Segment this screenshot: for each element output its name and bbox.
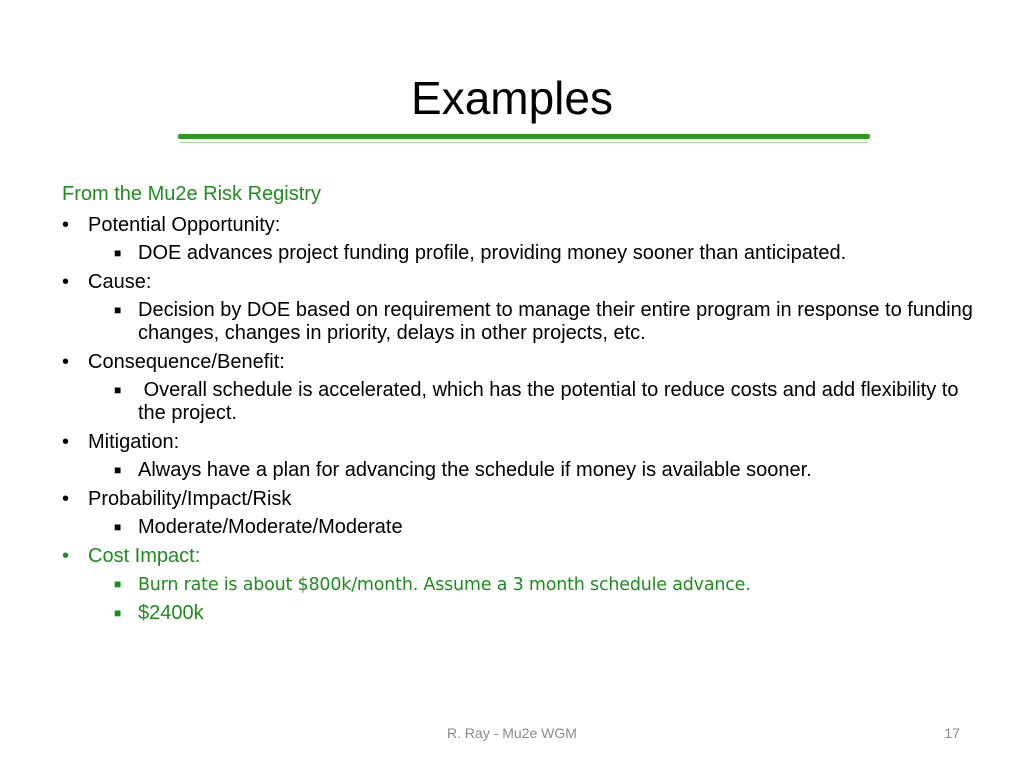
bullet-item [62,487,982,511]
square-bullet-icon: ■ [114,383,122,397]
sub-bullet-text: Overall schedule is accelerated, which has the potential to reduce costs and add flexibility to the project. [138,379,965,424]
slide-title: Examples [411,72,613,124]
intro-text: From the Mu2e Risk Registry [62,183,321,205]
square-bullet-icon: ■ [114,606,122,620]
square-bullet-icon: ■ [114,520,122,534]
bullet-label: Cause: [88,271,152,293]
bullet-dot-icon: • [62,271,70,293]
bullet-label: Mitigation: [88,431,180,453]
bullet-label: Cost Impact: [88,545,201,567]
sub-bullet-item [114,459,982,482]
footer-page-number: 17 [944,725,960,741]
sub-bullet-text: $2400k [138,602,204,624]
sub-bullet-item-total [114,602,982,625]
sub-bullet-item [114,516,982,539]
bullet-item [62,350,982,374]
square-bullet-icon: ■ [114,246,122,260]
sub-bullet-item [114,379,982,425]
footer-author: R. Ray - Mu2e WGM [447,725,577,741]
bullet-dot-icon: • [62,431,70,453]
bullet-dot-icon: • [62,545,70,567]
sub-bullet-text: Moderate/Moderate/Moderate [138,516,403,538]
bullet-dot-icon: • [62,488,70,510]
square-bullet-icon: ■ [114,577,122,591]
sub-bullet-text: Decision by DOE based on requirement to manage their entire program in response to funding changes, changes in priority, delays in other projects, etc. [138,299,973,344]
sub-bullet-text: DOE advances project funding profile, providing money sooner than anticipated. [138,242,847,264]
bullet-item [62,430,982,454]
title-underline-highlight [180,142,868,143]
bullet-label: Potential Opportunity: [88,214,281,236]
sub-bullet-item [114,242,982,265]
bullet-item [62,270,982,294]
slide-body [62,180,982,625]
sub-bullet-item [114,299,982,345]
bullet-item-cost-impact [62,544,982,568]
sub-bullet-text: Burn rate is about $800k/month. Assume a 3 month schedule advance. [138,575,751,595]
bullet-dot-icon: • [62,214,70,236]
sub-bullet-item-burn-rate [114,573,982,597]
bullet-item [62,213,982,237]
bullet-dot-icon: • [62,351,70,373]
square-bullet-icon: ■ [114,303,122,317]
square-bullet-icon: ■ [114,463,122,477]
title-underline [178,134,870,139]
bullet-label: Probability/Impact/Risk [88,488,292,510]
sub-bullet-text: Always have a plan for advancing the schedule if money is available sooner. [138,459,812,481]
bullet-label: Consequence/Benefit: [88,351,285,373]
